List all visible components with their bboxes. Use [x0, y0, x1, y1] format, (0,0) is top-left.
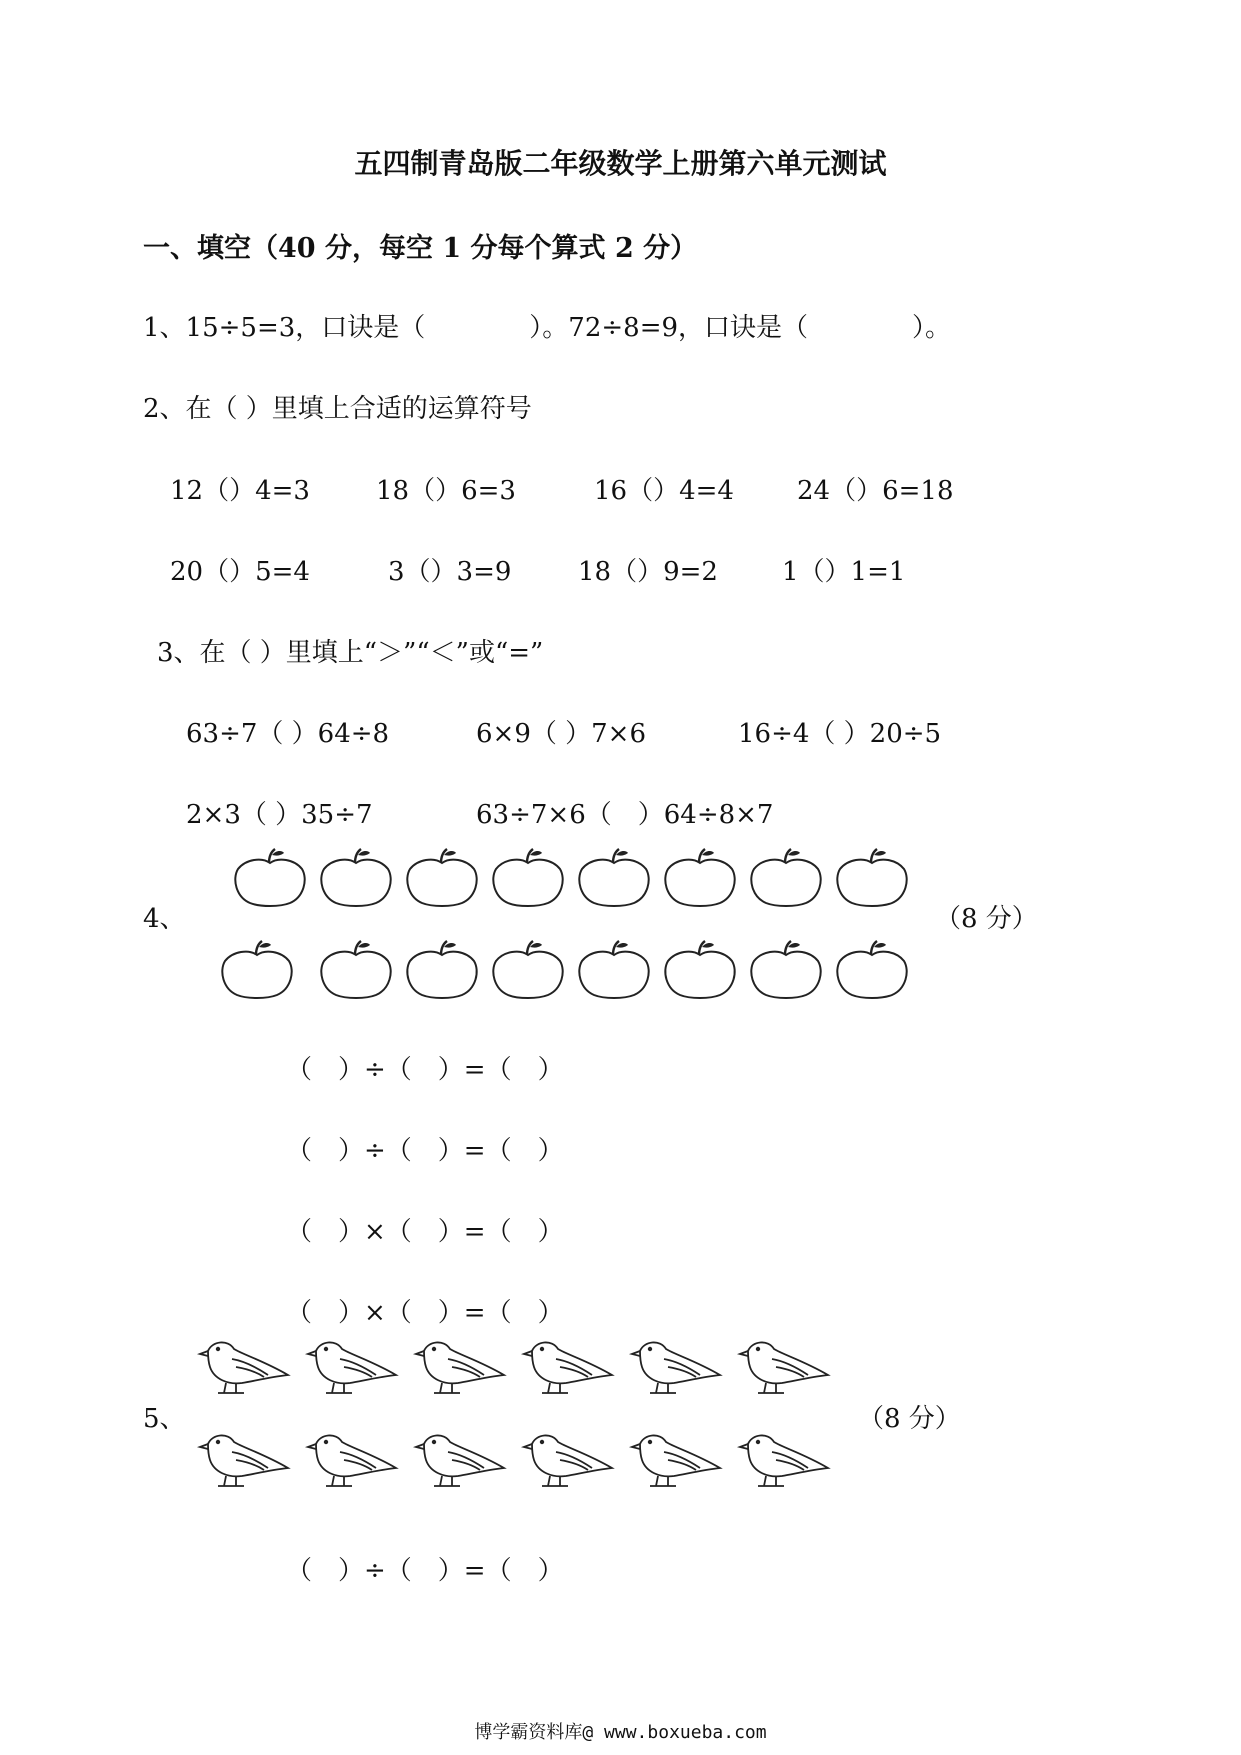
question-4-number: 4、	[143, 904, 186, 934]
apple-icon	[318, 847, 394, 909]
bird-icon	[198, 1428, 294, 1492]
bird-icon	[630, 1428, 726, 1492]
bird-icon	[198, 1335, 294, 1399]
q4-equation-4: （ ）×（ ）=（ ）	[286, 1298, 564, 1328]
question-1: 1、15÷5=3，口诀是（ ）。72÷8=9，口诀是（ ）。	[143, 313, 952, 343]
q3-expr-1: 63÷7（ ）64÷8	[186, 719, 390, 749]
footer-watermark: 博学霸资料库@ www.boxueba.com	[474, 1722, 767, 1743]
q5-equation-1: （ ）÷（ ）=（ ）	[286, 1556, 564, 1586]
apple-icon	[404, 847, 480, 909]
q2-expr-6: 3（）3=9	[388, 557, 512, 587]
bird-icon	[630, 1335, 726, 1399]
question-5-number: 5、	[143, 1404, 186, 1434]
apple-icon	[490, 847, 566, 909]
apple-icon	[576, 847, 652, 909]
apple-icon	[318, 939, 394, 1001]
q3-expr-3: 16÷4（ ）20÷5	[738, 719, 942, 749]
bird-icon	[522, 1428, 618, 1492]
q3-expr-5: 63÷7×6（ ）64÷8×7	[476, 800, 774, 830]
q2-expr-5: 20（）5=4	[170, 557, 310, 587]
apple-icon	[662, 939, 738, 1001]
apple-icon	[576, 939, 652, 1001]
q2-expr-8: 1（）1=1	[782, 557, 906, 587]
q2-expr-4: 24（）6=18	[797, 476, 954, 506]
apple-icon	[662, 847, 738, 909]
q4-equation-3: （ ）×（ ）=（ ）	[286, 1217, 564, 1247]
question-2: 2、在（ ）里填上合适的运算符号	[143, 394, 532, 424]
apple-icon	[834, 847, 910, 909]
apple-icon	[748, 847, 824, 909]
apple-icon	[834, 939, 910, 1001]
bird-icon	[414, 1428, 510, 1492]
bird-icon	[306, 1428, 402, 1492]
bird-icon	[306, 1335, 402, 1399]
q2-expr-3: 16（）4=4	[594, 476, 734, 506]
q2-expr-7: 18（）9=2	[578, 557, 718, 587]
apple-icon	[748, 939, 824, 1001]
q2-expr-2: 18（）6=3	[376, 476, 516, 506]
apple-icon	[490, 939, 566, 1001]
q2-expr-1: 12（）4=3	[170, 476, 310, 506]
q4-equation-2: （ ）÷（ ）=（ ）	[286, 1136, 564, 1166]
apple-icon	[232, 847, 308, 909]
question-5-points: （8 分）	[858, 1404, 961, 1434]
section-heading-fill-blanks: 一、填空（40 分，每空 1 分每个算式 2 分）	[143, 233, 698, 264]
question-4-points: （8 分）	[935, 904, 1038, 934]
question-3: 3、在（ ）里填上“＞”“＜”或“=”	[157, 638, 544, 668]
q3-expr-4: 2×3（ ）35÷7	[186, 800, 373, 830]
page-title: 五四制青岛版二年级数学上册第六单元测试	[354, 147, 887, 180]
q4-equation-1: （ ）÷（ ）=（ ）	[286, 1055, 564, 1085]
apple-icon	[219, 939, 295, 1001]
apple-icon	[404, 939, 480, 1001]
q3-expr-2: 6×9（ ）7×6	[476, 719, 647, 749]
bird-icon	[522, 1335, 618, 1399]
bird-icon	[414, 1335, 510, 1399]
bird-icon	[738, 1335, 834, 1399]
bird-icon	[738, 1428, 834, 1492]
